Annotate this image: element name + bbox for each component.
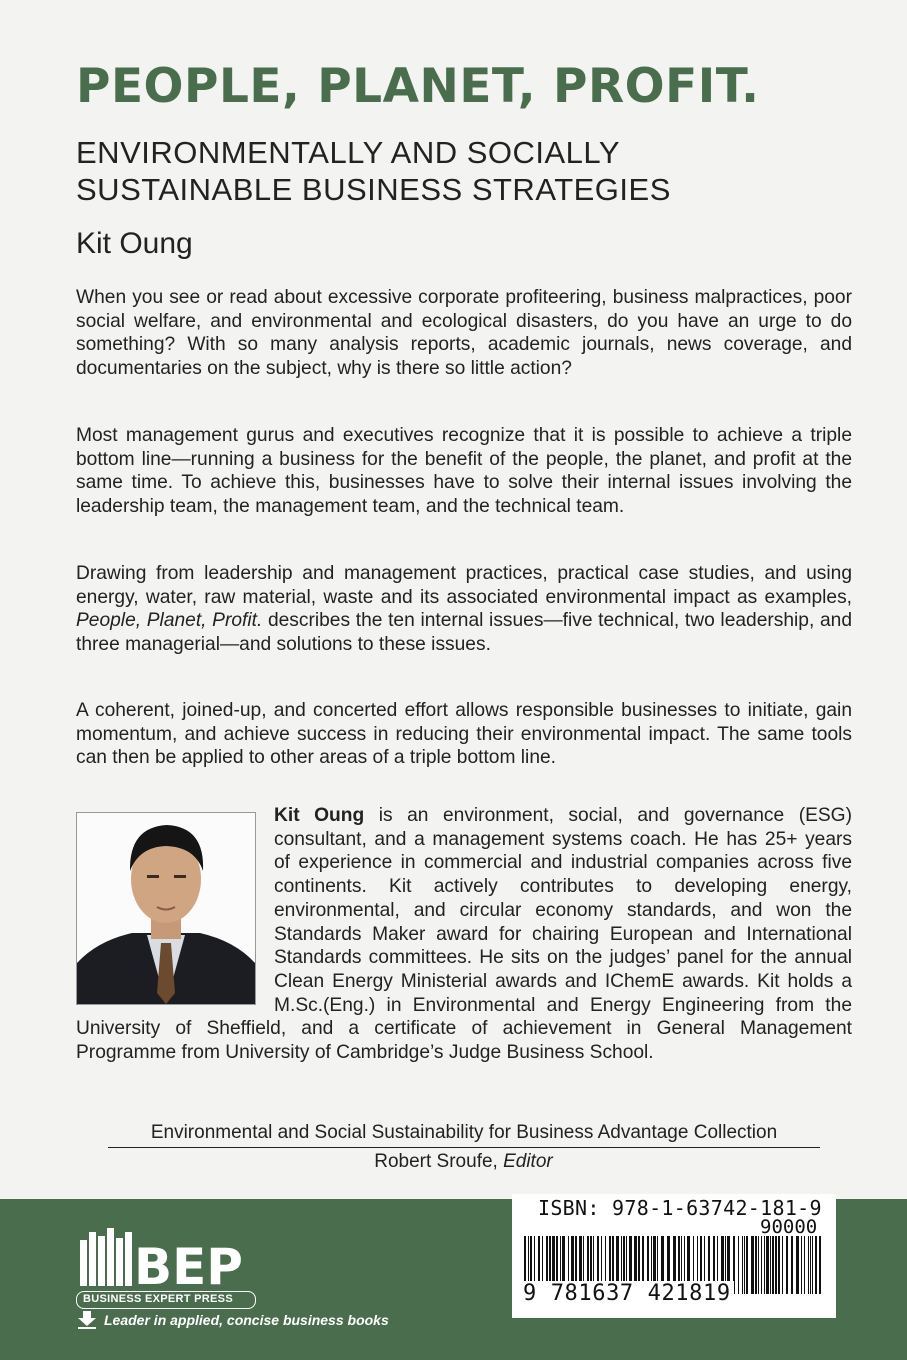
books-icon — [80, 1228, 132, 1286]
book-subtitle — [76, 134, 856, 208]
barcode-bar — [744, 1236, 745, 1294]
barcode-bar — [764, 1236, 765, 1294]
bio-text: is an environment, social, and governance (ESG) consultant, and a management systems coach. He has 25+ years of experience in commercial and industrial companies across five continents. Kit actively contributes to developing energy, environmental, and circular economy standards, and won the Standards Maker award for chairing European and International Standards committees. He sits on the judges’ panel for the annual Clean Energy Ministerial awards and IChemE awards. Kit holds a M.Sc.(Eng.) in Environmental and Energy Engineering from the University of Sheffield, and a certificate of achievement in General Management Programme from University of Cambridge’s Judge Business School. — [76, 805, 852, 1064]
barcode-bar — [801, 1236, 802, 1294]
barcode-digits: 9 781637 421819 — [520, 1281, 734, 1307]
bep-logo-text: BEP — [134, 1238, 243, 1290]
editor-name: Robert Sroufe, — [374, 1151, 504, 1172]
subtitle-line-2: SUSTAINABLE BUSINESS STRATEGIES — [76, 172, 671, 207]
publisher-tagline: Leader in applied, concise business books — [104, 1312, 389, 1328]
description-paragraph-2: Most management gurus and executives recognize that it is possible to achieve a triple bottom line—running a business for the benefit of the people, the planet, and profit at the same time. To achieve this, businesses have to solve their internal issues involving the leadership team, the management team, and the technical team. — [76, 425, 852, 518]
barcode-bar — [786, 1236, 788, 1294]
isbn-text: ISBN: 978-1-63742-181-9 — [538, 1196, 822, 1220]
barcode-bar — [770, 1236, 771, 1294]
barcode-bar — [796, 1236, 799, 1294]
description-paragraph-1: When you see or read about excessive corporate profiteering, business malpractices, poor social welfare, and environmental and ecological disasters, do you have an urge to do something? With so many analysis reports, academic journals, news coverage, and documentaries on the subject, why is there so little action? — [76, 287, 852, 380]
barcode-bar — [782, 1236, 783, 1294]
barcode-bar — [742, 1236, 743, 1294]
price-code: 90000 — [760, 1216, 818, 1238]
barcode-bar — [812, 1236, 813, 1294]
barcode-bar — [815, 1236, 817, 1294]
publisher-name: BUSINESS EXPERT PRESS — [76, 1291, 256, 1309]
book-title: PEOPLE, PLANET, PROFIT. — [76, 59, 760, 114]
editor-role: Editor — [503, 1151, 553, 1172]
barcode-bar — [810, 1236, 811, 1294]
author-portrait — [77, 813, 255, 1004]
p3-book-title: People, Planet, Profit. — [76, 610, 263, 632]
barcode-bar — [778, 1236, 780, 1294]
editor-credit — [0, 1150, 907, 1174]
description-paragraph-4: A coherent, joined-up, and concerted effort allows responsible businesses to initiate, gain momentum, and achieve success in reducing their environmental impact. The same tools can then be applied to other areas of a triple bottom line. — [76, 700, 852, 769]
collection-name: Environmental and Social Sustainability for Business Advantage Collection — [108, 1121, 820, 1148]
barcode-bar — [766, 1236, 769, 1294]
barcode-bar — [746, 1236, 748, 1294]
barcode-bar — [758, 1236, 759, 1294]
author-photo — [76, 812, 256, 1005]
description-paragraph-3 — [76, 562, 852, 657]
download-arrow-icon — [76, 1311, 98, 1329]
barcode-bar — [804, 1236, 805, 1294]
barcode-bar — [808, 1236, 809, 1294]
barcode-bar — [738, 1236, 739, 1294]
barcode-bar — [751, 1236, 754, 1294]
barcode-bar — [761, 1236, 762, 1294]
bep-logo — [76, 1224, 256, 1290]
barcode-bar — [775, 1236, 777, 1294]
author-name: Kit Oung — [76, 227, 193, 260]
barcode-bar — [755, 1236, 757, 1294]
barcode-bar — [819, 1236, 821, 1294]
p3-start: Drawing from leadership and management practices, practical case studies, and using energy, water, raw material, waste and its associated environmental impact as examples, — [76, 563, 852, 608]
barcode-bar — [791, 1236, 793, 1294]
barcode-bar — [772, 1236, 774, 1294]
bio-author-name: Kit Oung — [274, 805, 365, 826]
subtitle-line-1: ENVIRONMENTALLY AND SOCIALLY — [76, 135, 621, 170]
p3-end: describes the ten internal issues—five technical, two leadership, and three managerial—and solutions to these issues. — [76, 610, 852, 656]
